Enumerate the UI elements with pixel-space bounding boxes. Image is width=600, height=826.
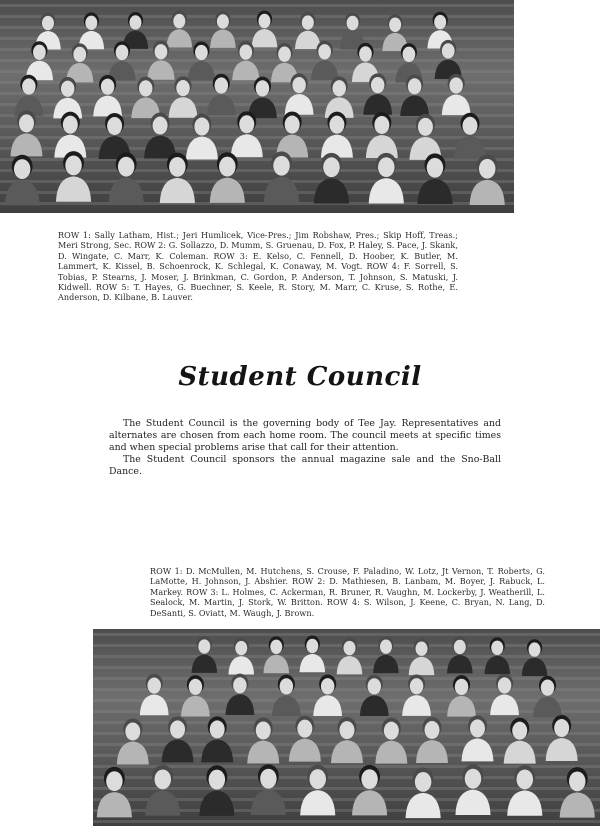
student-figure xyxy=(145,765,180,816)
student-figure xyxy=(117,718,149,764)
student-figure xyxy=(247,717,279,763)
student-figure xyxy=(406,768,441,819)
student-figure xyxy=(533,676,562,717)
student-figure xyxy=(560,767,595,818)
student-figure xyxy=(14,75,43,116)
student-figure xyxy=(360,675,389,716)
student-figure xyxy=(417,153,452,204)
caption-bottom: ROW 1: D. McMullen, M. Hutchens, S. Crouse, F. Paladino, W. Lotz, Jt Vernon, T. Roberts, G. LaMotte, H. Johnson, J. Abshier. ROW 2: D. Mathiesen, B. Lanbam, M. Boyer, J. Rabuck, L. Markey. ROW 3: L. Holmes, C. Ackerman, R. Bruner, R. Vaughn, M. Lockerby, J. Weatherill, L. Sealock, M. Martin, J. Stork, W. Britton. ROW 4: S. Wilson, J. Keene, C. Bryan, N. Lang, D. DeSanti, S. Oviatt, M. Waugh, J. Brown. xyxy=(150,566,545,618)
student-figure xyxy=(140,674,169,715)
student-figure xyxy=(352,765,387,816)
student-figure xyxy=(507,765,542,816)
students xyxy=(97,636,595,819)
student-figure xyxy=(144,113,176,159)
student-figure xyxy=(181,675,210,716)
group-photo-top-image xyxy=(0,0,514,213)
student-figure xyxy=(447,675,476,716)
student-figure xyxy=(321,112,353,158)
group-photo-top xyxy=(0,0,514,213)
student-figure xyxy=(447,637,473,674)
student-figure xyxy=(313,675,342,716)
student-figure xyxy=(272,675,301,716)
student-figure xyxy=(99,113,131,159)
student-figure xyxy=(192,636,218,673)
student-figure xyxy=(340,13,366,50)
student-figure xyxy=(199,765,234,816)
student-figure xyxy=(276,112,308,158)
section-title: Student Council xyxy=(178,362,422,392)
student-figure xyxy=(231,111,263,157)
student-figure xyxy=(375,718,407,764)
student-figure xyxy=(373,636,399,673)
student-figure xyxy=(454,113,486,159)
student-figure xyxy=(10,110,42,156)
caption-top: ROW 1: Sally Latham, Hist.; Jeri Humlicek, Vice-Pres.; Jim Robshaw, Pres.; Skip Hoff, Treas.; Meri Strong, Sec. ROW 2: G. Sollazzo, D. Mumm, S. Gruenau, D. Fox, P. Haley, S. Pace, J. Skank, D. Wingate, C. Marr, K. Coleman. ROW 3: E. Kelso, C. Fennell, D. Hoober, K. Butler, M. Lammert, K. Kissel, B. Schoenrock, K. Schlegal, K. Conaway, M. Vogt. ROW 4: F. Sorrell, S. Tobias, P. Stearns, J. Moser, J. Brinkman, C. Gordon, P. Anderson, T. Johnson, S. Matuski, J. Kidwell. ROW 5: T. Hayes, G. Buechner, S. Keele, R. Story, M. Marr, C. Kruse, S. Rothe, E. Anderson, D. Kilbane, B. Lauver. xyxy=(58,230,458,303)
body-text xyxy=(109,418,501,478)
student-figure xyxy=(470,154,505,205)
student-figure xyxy=(366,112,398,158)
student-figure xyxy=(97,767,132,818)
paragraph-2: The Student Council sponsors the annual magazine sale and the Sno-Ball Dance. xyxy=(109,454,501,478)
paragraph-1: The Student Council is the governing body of Tee Jay. Representatives and alternates are chosen from each home room. The council meets at specific times and when special problems arise that call for their attention. xyxy=(109,418,501,454)
group-photo-bottom-image xyxy=(93,629,600,826)
student-figure xyxy=(300,765,335,816)
student-figure xyxy=(504,718,536,764)
student-figure xyxy=(54,112,86,158)
student-figure xyxy=(402,674,431,715)
student-figure xyxy=(300,636,326,673)
student-figure xyxy=(263,636,289,673)
group-photo-bottom xyxy=(93,629,600,826)
